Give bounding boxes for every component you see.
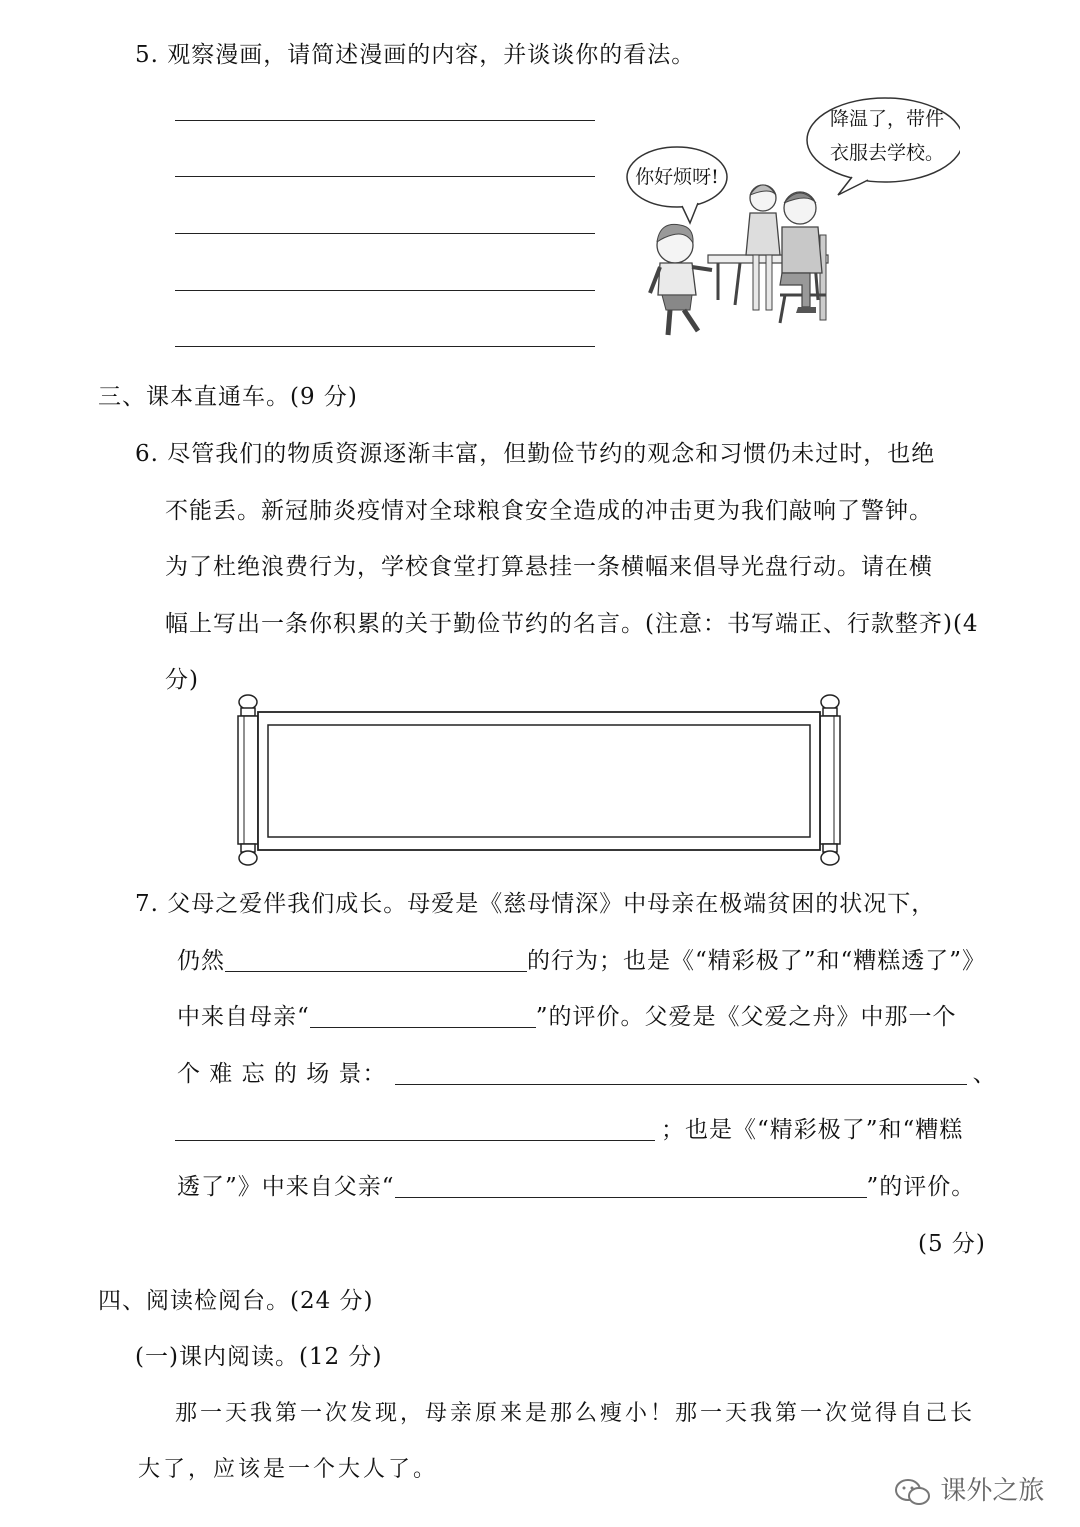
q7-line5-end: ；也是《“精彩极了”和“糟糕 bbox=[661, 1117, 964, 1143]
q7-line5 bbox=[175, 1111, 963, 1144]
parent-speech-line2: 衣服去学校。 bbox=[829, 142, 944, 164]
q7-line2-end: 的行为；也是《“精彩极了”和“糟糕透了”》 bbox=[527, 948, 987, 974]
answer-line[interactable] bbox=[175, 346, 595, 347]
reading-text-line2: 大了，应该是一个大人了。 bbox=[138, 1457, 439, 1482]
reading-text-line1: 那一天我第一次发现，母亲原来是那么瘦小！那一天我第一次觉得自己长 bbox=[175, 1401, 976, 1426]
q7-line6 bbox=[177, 1168, 975, 1201]
q6-line2: 不能丢。新冠肺炎疫情对全球粮食安全造成的冲击更为我们敲响了警钟。 bbox=[165, 498, 933, 524]
child-speech-text: 你好烦呀! bbox=[635, 166, 719, 188]
q6-line3: 为了杜绝浪费行为，学校食堂打算悬挂一条横幅来倡导光盘行动。请在横 bbox=[165, 554, 933, 580]
section3-title: 三、课本直通车。(9 分) bbox=[98, 384, 358, 410]
q7-line2 bbox=[177, 942, 986, 975]
q7-line3-end: ”的评价。父爱是《父爱之舟》中那一个 bbox=[535, 1004, 957, 1030]
q6-line1: 6. 尽管我们的物质资源逐渐丰富，但勤俭节约的观念和习惯仍未过时，也绝 bbox=[135, 441, 936, 467]
q7-line3-start: 中来自母亲“ bbox=[177, 1004, 310, 1030]
watermark-text: 课外之旅 bbox=[940, 1476, 1045, 1506]
right-scroll-roller bbox=[820, 716, 840, 844]
answer-line[interactable] bbox=[175, 290, 595, 291]
banner-scroll bbox=[228, 690, 850, 870]
q7-line3 bbox=[177, 998, 957, 1031]
banner-writing-area bbox=[268, 725, 810, 837]
section4-subtitle: (一)课内阅读。(12 分) bbox=[135, 1344, 383, 1370]
q7-line4-start: 个 难 忘 的 场 景： bbox=[177, 1061, 387, 1087]
blank-mother-action[interactable] bbox=[225, 947, 527, 972]
answer-line[interactable] bbox=[175, 233, 595, 234]
q7-line4-end: 、 bbox=[972, 1061, 997, 1087]
q7-line6-start: 透了”》中来自父亲“ bbox=[177, 1174, 395, 1200]
q6-line4: 幅上写出一条你积累的关于勤俭节约的名言。(注意：书写端正、行款整齐)(4 bbox=[165, 611, 979, 637]
q5-prompt: 5. 观察漫画，请简述漫画的内容，并谈谈你的看法。 bbox=[135, 42, 696, 68]
blank-father-evaluation[interactable] bbox=[395, 1173, 867, 1198]
chair bbox=[820, 235, 826, 320]
left-scroll-roller bbox=[238, 716, 258, 844]
answer-line[interactable] bbox=[175, 120, 595, 121]
q7-line6-end: ”的评价。 bbox=[866, 1174, 976, 1200]
parent-speech-line1: 降温了，带件 bbox=[829, 108, 944, 130]
blank-mother-evaluation[interactable] bbox=[310, 1003, 536, 1028]
section4-title: 四、阅读检阅台。(24 分) bbox=[98, 1288, 374, 1314]
q6-line5: 分) bbox=[165, 667, 199, 693]
q7-line4 bbox=[177, 1055, 997, 1088]
answer-line[interactable] bbox=[175, 176, 595, 177]
q7-score: (5 分) bbox=[918, 1231, 986, 1257]
watermark bbox=[893, 1470, 1044, 1509]
blank-scene-2[interactable] bbox=[175, 1116, 655, 1141]
q7-line2-start: 仍然 bbox=[177, 948, 225, 974]
blank-scene-1[interactable] bbox=[395, 1060, 967, 1085]
q7-line1: 7. 父母之爱伴我们成长。母爱是《慈母情深》中母亲在极端贫困的状况下， bbox=[135, 891, 936, 917]
wechat-icon bbox=[893, 1477, 933, 1509]
